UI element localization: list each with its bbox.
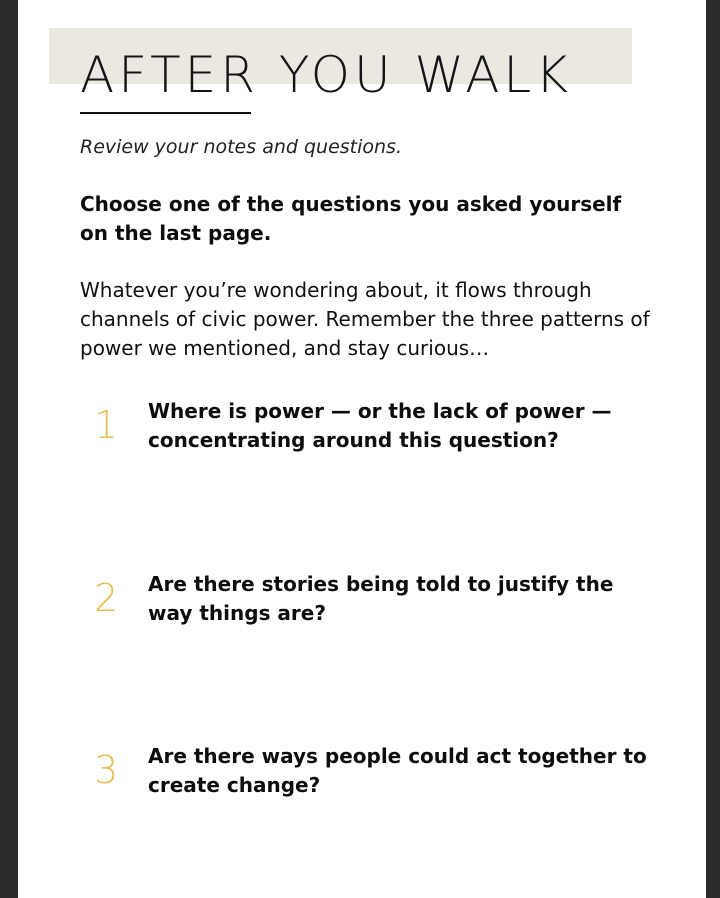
lead-instruction: Choose one of the questions you asked yourself on the last page. [80,192,622,245]
question-item [80,570,660,640]
body-paragraph: Whatever you’re wondering about, it flows through channels of civic power. Remember the three patterns of power we mentioned, and stay curious… [80,278,650,360]
question-number: 3 [94,748,119,792]
question-number: 1 [94,403,119,447]
question-text: Are there ways people could act together to create change? [148,744,647,797]
question-text: Where is power — or the lack of power — concentrating around this question? [148,399,612,452]
title-underline [80,112,251,114]
question-item [80,742,660,812]
question-number: 2 [94,576,119,620]
document-page [18,0,706,898]
question-item [80,397,660,467]
intro-text: Review your notes and questions. [80,136,402,158]
page-title: AFTER YOU WALK [80,46,573,104]
question-text: Are there stories being told to justify the way things are? [148,572,614,625]
